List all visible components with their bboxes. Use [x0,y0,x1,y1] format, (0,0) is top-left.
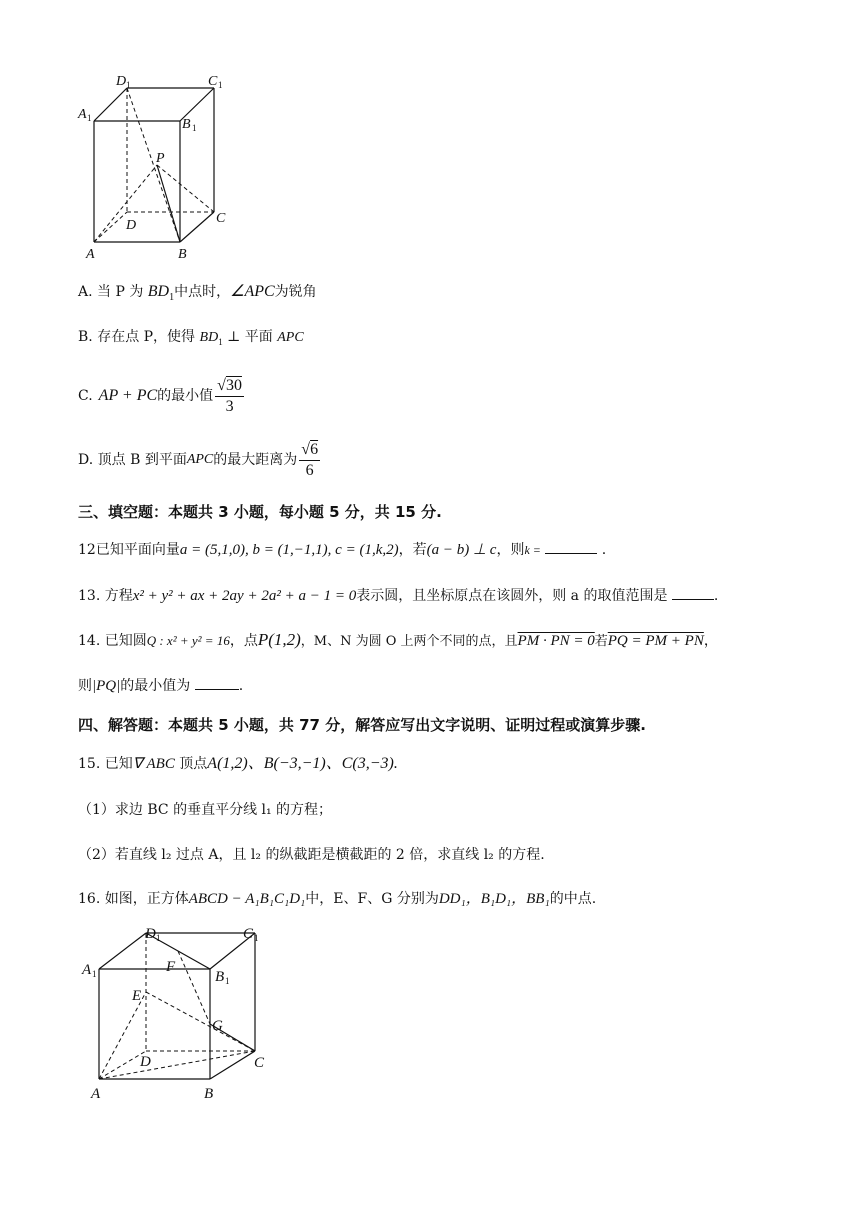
question-12: 12已知平面向量a = (5,1,0), b = (1,−1,1), c = (1,k,2)，若(a − b) ⊥ c，则k = . [78,542,607,558]
question-14-line-2: 则|PQ|的最小值为 . [78,678,244,694]
fraction-sqrt30-over-3: $\frac{√30}{3}$ [217,376,242,415]
answer-blank-13[interactable] [672,599,714,600]
section-4-heading: 四、解答题：本题共 5 小题，共 77 分，解答应写出文字说明、证明过程或演算步骤. [78,716,646,734]
label-d1: D [116,74,127,89]
svg-text:1: 1 [218,80,223,90]
option-d: D. 顶点 B 到平面 APC 的最大距离为 $\frac{√6}{6}$ [78,440,319,479]
label-d: D [140,1054,151,1070]
label-g: G [212,1018,223,1034]
label-b: B [178,247,187,262]
answer-blank-14[interactable] [195,689,239,690]
label-c: C [254,1055,265,1071]
svg-text:1: 1 [92,969,97,979]
label-e: E [132,988,142,1004]
label-c1: C [243,926,254,942]
svg-text:1: 1 [87,113,92,123]
label-c1: C [208,74,218,89]
svg-text:1: 1 [192,123,197,133]
label-b1: B [215,969,225,985]
label-a: A [91,1086,101,1102]
fraction-sqrt6-over-6: $\frac{√6}{6}$ [301,440,319,479]
option-a: A. 当 P 为 $BD_1$中点时，∠APC为锐角 [78,283,317,303]
question-15: 15. 已知∇ ABC 顶点A(1,2)、B(−3,−1)、C(3,−3). [78,755,398,772]
label-c: C [216,211,226,226]
section-3-heading: 三、填空题：本题共 3 小题，每小题 5 分，共 15 分. [78,503,442,521]
option-b: B. 存在点 P，使得 $BD_1$ ⊥ 平面 APC [78,329,304,347]
question-13: 13. 方程x² + y² + ax + 2ay + 2a² + a − 1 = 0表示圆，且坐标原点在该圆外，则 a 的取值范围是 . [78,588,719,604]
svg-text:1: 1 [126,80,131,90]
question-15-part-1: （1）求边 BC 的垂直平分线 l₁ 的方程； [78,802,333,818]
label-d: D [126,218,137,233]
question-15-part-2: （2）若直线 l₂ 过点 A，且 l₂ 的纵截距是横截距的 2 倍，求直线 l₂ 的方程. [78,847,545,863]
label-f: F [166,959,176,975]
question-14: 14. 已知圆Q : x² + y² = 16，点P(1,2)，M、N 为圆 O 上两个不同的点，且PM · PN = 0若PQ = PM + PN， [78,630,718,649]
svg-text:1: 1 [225,976,230,986]
label-b1: B [182,117,191,132]
label-d1: D [145,926,156,942]
figure-cube-efg [78,918,278,1108]
figure-cuboid-p [74,70,244,265]
label-a1: A [82,962,92,978]
option-c: C. AP + PC 的最小值 $\frac{√30}{3}$ [78,376,242,415]
label-p: P [156,151,165,166]
answer-blank-12[interactable] [545,553,597,554]
label-a1: A [78,107,87,122]
label-a: A [86,247,95,262]
question-16: 16. 如图，正方体ABCD − A₁B₁C₁D₁中，E、F、G 分别为DD₁，B₁D₁，BB₁的中点. [78,891,597,907]
svg-text:1: 1 [156,933,161,943]
svg-text:1: 1 [254,933,259,943]
label-b: B [204,1086,214,1102]
